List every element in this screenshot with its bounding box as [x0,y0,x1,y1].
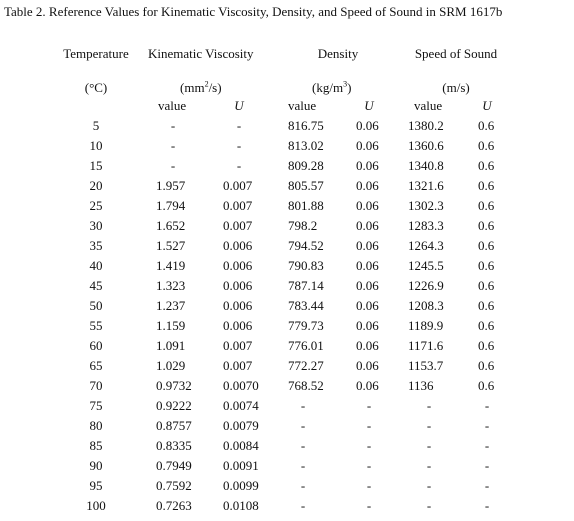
kinematic-viscosity-value-cell: 0.9732 [156,378,192,393]
density-uncertainty-cell: 0.06 [356,178,379,193]
density-uncertainty-cell: - [366,398,372,413]
kinematic-viscosity-uncertainty-cell: - [236,158,242,173]
speed-of-sound-uncertainty-cell: 0.6 [478,378,495,393]
kinematic-viscosity-uncertainty-cell: 0.007 [223,338,253,353]
kinematic-viscosity-value-cell: 1.794 [156,198,186,213]
speed-of-sound-uncertainty-cell: 0.6 [478,278,495,293]
kinematic-viscosity-value-cell: 1.091 [156,338,186,353]
kinematic-viscosity-uncertainty-cell: 0.007 [223,218,253,233]
density-uncertainty-cell: 0.06 [356,338,379,353]
temperature-cell: 65 [89,358,103,373]
speed-of-sound-uncertainty-cell: 0.6 [478,318,495,333]
density-uncertainty-cell: 0.06 [356,158,379,173]
speed-of-sound-value-cell: - [426,498,432,513]
speed-of-sound-uncertainty-label: U [482,98,492,113]
speed-of-sound-value-cell: 1380.2 [408,118,444,133]
temperature-cell: 90 [89,458,103,473]
density-value-cell: 779.73 [288,318,324,333]
kinematic-viscosity-uncertainty-cell: 0.006 [223,318,253,333]
density-uncertainty-cell: 0.06 [356,298,379,313]
temperature-cell: 100 [86,498,106,513]
temperature-cell: 25 [89,198,103,213]
kinematic-viscosity-uncertainty-cell: 0.006 [223,258,253,273]
speed-of-sound-value-label: value [414,98,443,113]
speed-of-sound-uncertainty-cell: 0.6 [478,358,495,373]
kinematic-viscosity-uncertainty-cell: 0.0074 [223,398,259,413]
density-value-cell: - [300,478,306,493]
speed-of-sound-uncertainty-cell: - [484,498,490,513]
density-uncertainty-cell: - [366,458,372,473]
speed-of-sound-uncertainty-cell: 0.6 [478,138,495,153]
density-uncertainty-cell: - [366,418,372,433]
speed-of-sound-uncertainty-cell: 0.6 [478,298,495,313]
speed-of-sound-unit: (m/s) [442,80,470,95]
temperature-cell: 10 [89,138,103,153]
speed-of-sound-value-cell: 1302.3 [408,198,444,213]
density-header: Density [317,46,359,61]
kinematic-viscosity-uncertainty-cell: 0.0091 [223,458,259,473]
speed-of-sound-value-cell: 1208.3 [408,298,444,313]
density-uncertainty-cell: 0.06 [356,378,379,393]
kinematic-viscosity-uncertainty-cell: 0.006 [223,238,253,253]
kinematic-viscosity-value-cell: 1.527 [156,238,186,253]
density-unit: $(kg/m^3)$ [312,79,352,95]
temperature-cell: 55 [89,318,103,333]
speed-of-sound-value-cell: - [426,458,432,473]
speed-of-sound-uncertainty-cell: 0.6 [478,338,495,353]
density-uncertainty-cell: 0.06 [356,358,379,373]
density-value-cell: 790.83 [288,258,324,273]
speed-of-sound-uncertainty-cell: 0.6 [478,198,495,213]
speed-of-sound-value-cell: - [426,438,432,453]
speed-of-sound-value-cell: 1189.9 [408,318,444,333]
density-uncertainty-cell: 0.06 [356,138,379,153]
speed-of-sound-value-cell: - [426,478,432,493]
density-uncertainty-cell: - [366,498,372,513]
kinematic-viscosity-value-cell: 1.419 [156,258,186,273]
kinematic-viscosity-value-cell: 0.9222 [156,398,192,413]
density-value-cell: - [300,498,306,513]
kinematic-viscosity-value-cell: 0.7263 [156,498,192,513]
speed-of-sound-uncertainty-cell: - [484,438,490,453]
speed-of-sound-value-cell: 1264.3 [408,238,444,253]
temperature-cell: 40 [89,258,103,273]
density-value-label: value [288,98,317,113]
speed-of-sound-header: Speed of Sound [414,46,498,61]
temperature-cell: 45 [89,278,103,293]
density-value-cell: - [300,418,306,433]
speed-of-sound-uncertainty-cell: 0.6 [478,258,495,273]
density-value-cell: - [300,398,306,413]
kinematic-viscosity-value-cell: 0.8757 [156,418,192,433]
table-caption: Table 2. Reference Values for Kinematic Viscosity, Density, and Speed of Sound in SRM 1617b [4,4,503,19]
density-value-cell: - [300,458,306,473]
kinematic-viscosity-uncertainty-cell: 0.0084 [223,438,259,453]
density-value-cell: 809.28 [288,158,324,173]
speed-of-sound-uncertainty-cell: - [484,398,490,413]
density-uncertainty-cell: 0.06 [356,118,379,133]
temperature-cell: 95 [89,478,103,493]
kinematic-viscosity-value-cell: - [170,158,176,173]
density-uncertainty-cell: 0.06 [356,238,379,253]
kinematic-viscosity-value-label: value [158,98,187,113]
temperature-cell: 75 [89,398,103,413]
kinematic-viscosity-value-cell: 1.652 [156,218,186,233]
kinematic-viscosity-uncertainty-cell: 0.0108 [223,498,259,513]
speed-of-sound-uncertainty-cell: 0.6 [478,178,495,193]
speed-of-sound-uncertainty-cell: - [484,458,490,473]
speed-of-sound-value-cell: 1321.6 [408,178,444,193]
kinematic-viscosity-value-cell: 1.159 [156,318,186,333]
density-value-cell: 776.01 [288,338,324,353]
kinematic-viscosity-header: Kinematic Viscosity [148,46,254,61]
kinematic-viscosity-value-cell: 1.237 [156,298,186,313]
kinematic-viscosity-uncertainty-cell: 0.0079 [223,418,259,433]
kinematic-viscosity-value-cell: 0.7949 [156,458,192,473]
temperature-cell: 60 [89,338,103,353]
density-value-cell: 816.75 [288,118,324,133]
kinematic-viscosity-uncertainty-cell: 0.007 [223,178,253,193]
kinematic-viscosity-uncertainty-cell: - [236,138,242,153]
speed-of-sound-value-cell: 1136 [408,378,434,393]
temperature-cell: 5 [92,118,100,133]
kinematic-viscosity-unit: $(mm^2/s)$ [180,79,222,95]
density-uncertainty-cell: 0.06 [356,278,379,293]
speed-of-sound-value-cell: 1153.7 [408,358,444,373]
kinematic-viscosity-value-cell: 0.8335 [156,438,192,453]
density-uncertainty-cell: - [366,438,372,453]
density-value-cell: 783.44 [288,298,324,313]
kinematic-viscosity-value-cell: 1.029 [156,358,186,373]
kinematic-viscosity-value-cell: 1.323 [156,278,186,293]
temperature-cell: 85 [89,438,103,453]
speed-of-sound-value-cell: 1340.8 [408,158,444,173]
speed-of-sound-value-cell: 1283.3 [408,218,444,233]
density-value-cell: 798.2 [288,218,318,233]
density-value-cell: 813.02 [288,138,324,153]
density-uncertainty-cell: 0.06 [356,258,379,273]
temperature-cell: 70 [89,378,103,393]
density-value-cell: 794.52 [288,238,324,253]
temperature-header: Temperature [63,46,129,61]
kinematic-viscosity-uncertainty-cell: 0.007 [223,198,253,213]
temperature-cell: 50 [89,298,103,313]
temperature-cell: 80 [89,418,103,433]
density-uncertainty-cell: 0.06 [356,318,379,333]
speed-of-sound-value-cell: - [426,418,432,433]
speed-of-sound-uncertainty-cell: 0.6 [478,118,495,133]
density-uncertainty-cell: 0.06 [356,218,379,233]
density-uncertainty-cell: - [366,478,372,493]
kinematic-viscosity-value-cell: - [170,118,176,133]
density-value-cell: 768.52 [288,378,324,393]
temperature-cell: 30 [89,218,103,233]
kinematic-viscosity-value-cell: - [170,138,176,153]
kinematic-viscosity-value-cell: 0.7592 [156,478,192,493]
speed-of-sound-uncertainty-cell: 0.6 [478,238,495,253]
kinematic-viscosity-uncertainty-cell: 0.0099 [223,478,259,493]
temperature-cell: 20 [89,178,103,193]
kinematic-viscosity-uncertainty-cell: 0.007 [223,358,253,373]
kinematic-viscosity-uncertainty-label: U [234,98,244,113]
density-value-cell: 787.14 [288,278,324,293]
speed-of-sound-value-cell: 1360.6 [408,138,444,153]
temperature-cell: 15 [89,158,103,173]
kinematic-viscosity-uncertainty-cell: 0.0070 [223,378,259,393]
kinematic-viscosity-uncertainty-cell: 0.006 [223,298,253,313]
density-value-cell: 805.57 [288,178,324,193]
kinematic-viscosity-uncertainty-cell: - [236,118,242,133]
temperature-unit: (°C) [84,80,108,95]
kinematic-viscosity-uncertainty-cell: 0.006 [223,278,253,293]
speed-of-sound-uncertainty-cell: - [484,418,490,433]
density-value-cell: - [300,438,306,453]
speed-of-sound-value-cell: 1171.6 [408,338,444,353]
speed-of-sound-uncertainty-cell: - [484,478,490,493]
speed-of-sound-value-cell: 1245.5 [408,258,444,273]
speed-of-sound-uncertainty-cell: 0.6 [478,158,495,173]
density-uncertainty-cell: 0.06 [356,198,379,213]
kinematic-viscosity-value-cell: 1.957 [156,178,186,193]
speed-of-sound-value-cell: - [426,398,432,413]
density-uncertainty-label: U [364,98,374,113]
speed-of-sound-uncertainty-cell: 0.6 [478,218,495,233]
speed-of-sound-value-cell: 1226.9 [408,278,444,293]
density-value-cell: 772.27 [288,358,324,373]
temperature-cell: 35 [89,238,103,253]
density-value-cell: 801.88 [288,198,324,213]
